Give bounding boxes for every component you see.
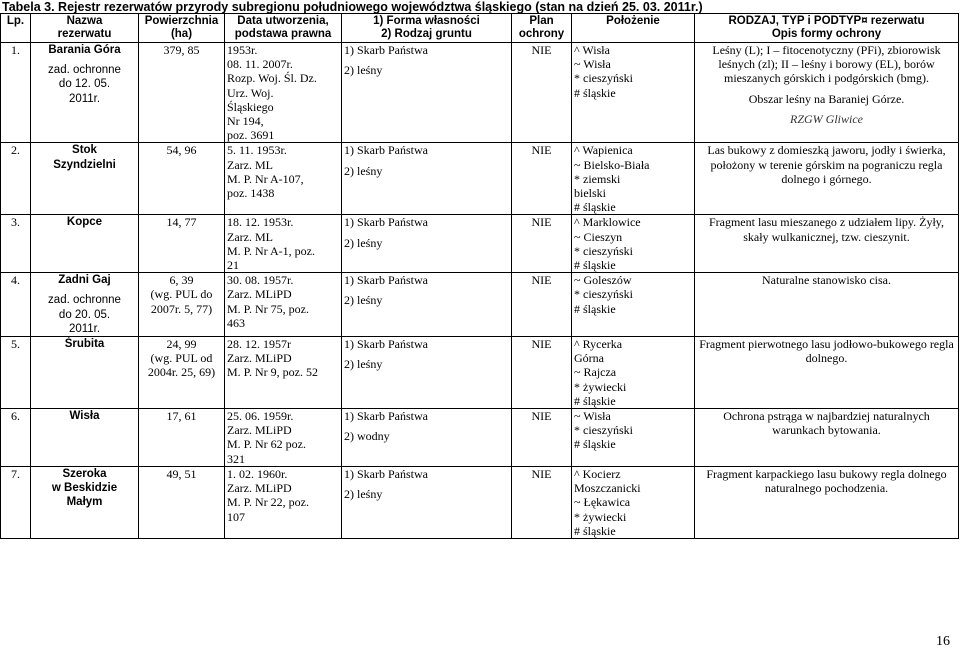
area-value: (wg. PUL od [150,351,213,366]
reserve-name-cell [31,466,139,538]
protection-description: Ochrona pstrąga w najbardziej naturalnych warunkach bytowania. [723,409,930,438]
reserve-name: w Beskidzie [51,482,118,495]
ownership: 1) Skarb Państwa [344,466,428,481]
area-value: 24, 99 [166,337,197,352]
location-cell [572,409,695,467]
header-lp: Lp. [1,14,31,43]
land-type: 2) wodny [344,429,390,444]
ownership-cell [342,273,512,337]
location-cell [572,43,695,143]
legal-basis-line: M. P. Nr 75, poz. [227,301,310,316]
legal-basis-line: poz. 3691 [227,128,275,143]
location-line: bielski [574,186,606,201]
reserve-type: Leśny (L); I – fitocenotyczny (PFi), zbiorowisk leśnych (zl); II – leśny i borowy (EL), borów mieszanych górskich i podgórskich (bmg). [712,43,941,86]
ownership: 1) Skarb Państwa [344,273,428,288]
legal-basis-line: 5. 11. 1953r. [227,143,287,158]
plan-cell: NIE [512,43,572,143]
area-cell [139,43,225,143]
location-line: # śląskie [574,523,616,538]
date-cell [225,43,342,143]
area-value: 2007r. 5, 77) [150,301,213,316]
plan-cell: NIE [512,409,572,467]
area-cell [139,215,225,273]
location-line: ^ Wisła [574,43,610,57]
protection-status: 2011r. [68,92,101,105]
reserve-name: Małym [66,496,103,509]
table-caption: Tabela 3. Rejestr rezerwatów przyrody subregionu południowego województwa śląskiego (stan na dzień 25. 03. 2011r.) [2,0,703,14]
legal-basis-line: Zarz. ML [227,157,273,172]
location-line: # śląskie [574,258,616,273]
reserves-table [0,13,959,539]
location-line: ^ Wapienica [574,143,633,158]
legal-basis-line: 18. 12. 1953r. [227,215,294,230]
land-type: 2) leśny [344,487,383,502]
reserve-name-cell [31,143,139,215]
page-number: 16 [936,634,950,649]
table-row [1,143,959,215]
table-row [1,337,959,409]
legal-basis-line: 1953r. [227,43,258,57]
protection-status: zad. ochronne [48,64,121,77]
legal-basis-line: Rozp. Woj. Śl. Dz. [227,71,317,86]
protection-description: Las bukowy z domieszką jaworu, jodły i świerka, położony w terenie górskim na pograniczu regla dolnego i górnego. [707,143,946,186]
land-type: 2) leśny [344,163,383,178]
reserve-name-cell [31,273,139,337]
description-cell [695,466,959,538]
legal-basis-line: Nr 194, [227,114,264,129]
reserve-name: Barania Góra [48,44,121,56]
land-type: 2) leśny [344,357,383,372]
ownership: 1) Skarb Państwa [344,43,428,57]
legal-basis-line: 1. 02. 1960r. [227,466,288,481]
header-polozenie: Położenie [572,14,695,43]
date-cell [225,409,342,467]
area-value: 17, 61 [166,409,197,424]
plan-cell: NIE [512,466,572,538]
protection-status: zad. ochronne [48,294,121,307]
reserve-name: Wisła [69,410,100,423]
ownership: 1) Skarb Państwa [344,409,428,424]
header-row [1,14,959,43]
area-cell [139,466,225,538]
row-number: 7. [1,466,31,538]
header-plan: Plan ochrony [512,14,572,43]
reserve-name: Zadni Gaj [58,274,111,287]
reserve-name-cell [31,409,139,467]
legal-basis-line: M. P. Nr A-1, poz. [227,243,316,258]
area-value: 6, 39 [169,273,194,288]
description-cell [695,215,959,273]
location-line: # śląskie [574,200,616,215]
row-number: 4. [1,273,31,337]
area-cell [139,409,225,467]
header-data: Data utworzenia, podstawa prawna [225,14,342,43]
legal-basis-line: 321 [227,451,245,466]
location-line: ~ Goleszów [574,273,632,288]
area-value: 54, 96 [166,143,197,158]
protection-description: Naturalne stanowisko cisa. [762,273,891,288]
location-line: ~ Wisła [574,409,611,424]
protection-status: do 12. 05. [58,78,111,91]
row-number: 6. [1,409,31,467]
date-cell [225,143,342,215]
area-value: 14, 77 [166,215,197,230]
legal-basis-line: M. P. Nr 62 poz. [227,437,307,452]
legal-basis-line: 463 [227,315,245,330]
legal-basis-line: Zarz. MLiPD [227,481,292,496]
land-type: 2) leśny [344,235,383,250]
header-rodzaj: RODZAJ, TYP i PODTYP¤ rezerwatu Opis formy ochrony [695,14,959,43]
legal-basis-line: Zarz. MLiPD [227,423,292,438]
reserve-name: Szeroka [62,467,107,480]
ownership-cell [342,337,512,409]
location-line: # śląskie [574,393,616,408]
area-cell [139,273,225,337]
ownership-cell [342,215,512,273]
location-line: * ziemski [574,171,621,186]
row-number: 5. [1,337,31,409]
location-line: ^ Rycerka [574,337,623,352]
row-number: 3. [1,215,31,273]
ownership-cell [342,43,512,143]
land-type: 2) leśny [344,63,383,78]
description-cell [695,337,959,409]
legal-basis-line: Śląskiego [227,99,274,114]
description-cell [695,43,959,143]
location-line: ~ Wisła [574,57,611,72]
protection-status: do 20. 05. [58,308,111,321]
plan-cell: NIE [512,337,572,409]
land-type: 2) leśny [344,293,383,308]
area-value: 49, 51 [166,466,197,481]
plan-cell: NIE [512,273,572,337]
ownership: 1) Skarb Państwa [344,215,428,230]
area-cell [139,143,225,215]
legal-basis-line: Zarz. MLiPD [227,287,292,302]
table-row [1,409,959,467]
location-line: * żywiecki [574,509,627,524]
protection-description: Fragment lasu mieszanego z udziałem lipy. Żyły, skały wulkanicznej, tzw. cieszynit. [708,215,945,244]
header-nazwa: Nazwa rezerwatu [31,14,139,43]
location-cell [572,143,695,215]
reserve-name: Stok [72,144,97,157]
location-line: ~ Bielsko-Biała [574,157,650,172]
reserve-name: Śrubita [64,338,105,351]
reserve-name: Kopce [66,216,103,229]
date-cell [225,466,342,538]
reserve-name-cell [31,215,139,273]
location-line: * cieszyński [574,243,633,258]
table-row [1,273,959,337]
description-cell [695,143,959,215]
legal-basis-line: 21 [227,258,239,273]
location-line: ~ Łękawica [574,495,631,510]
location-line: ~ Rajcza [574,365,617,380]
date-cell [225,337,342,409]
ownership-cell [342,409,512,467]
location-cell [572,215,695,273]
location-line: * cieszyński [574,71,633,86]
note: RZGW Gliwice [790,111,863,126]
date-cell [225,215,342,273]
ownership: 1) Skarb Państwa [344,337,428,352]
location-cell [572,273,695,337]
legal-basis-line: 25. 06. 1959r. [227,409,294,424]
area-value: 2004r. 25, 69) [147,365,216,380]
location-cell [572,337,695,409]
reserve-name-cell [31,337,139,409]
legal-basis-line: M. P. Nr 9, poz. 52 [227,365,319,380]
legal-basis-line: 08. 11. 2007r. [227,57,293,72]
ownership-cell [342,143,512,215]
ownership-cell [342,466,512,538]
description-cell [695,273,959,337]
location-line: ^ Kocierz [574,466,621,481]
legal-basis-line: M. P. Nr A-107, [227,171,304,186]
area-value: (wg. PUL do [150,287,213,302]
location-line: * cieszyński [574,423,633,438]
location-line: ^ Marklowice [574,215,641,230]
area-value: 379, 85 [163,43,200,57]
location-line: # śląskie [574,85,616,100]
reserve-name-cell [31,43,139,143]
legal-basis-line: 28. 12. 1957r [227,337,291,352]
legal-basis-line: Zarz. ML [227,229,273,244]
legal-basis-line: 107 [227,509,245,524]
location-line: Moszczanicki [574,481,641,496]
date-cell [225,273,342,337]
table-row [1,466,959,538]
protection-description: Obszar leśny na Baraniej Górze. [748,91,905,106]
location-cell [572,466,695,538]
legal-basis-line: Urz. Woj. [227,85,274,100]
plan-cell: NIE [512,143,572,215]
area-cell [139,337,225,409]
ownership: 1) Skarb Państwa [344,143,428,158]
legal-basis-line: 30. 08. 1957r. [227,273,294,288]
location-line: ~ Cieszyn [574,229,623,244]
description-cell [695,409,959,467]
header-powierzchnia: Powierzchnia (ha) [139,14,225,43]
legal-basis-line: poz. 1438 [227,186,275,201]
legal-basis-line: Zarz. MLiPD [227,351,292,366]
location-line: * cieszyński [574,287,633,302]
protection-description: Fragment pierwotnego lasu jodłowo-bukowego regla dolnego. [699,337,954,366]
table-row [1,43,959,143]
plan-cell: NIE [512,215,572,273]
protection-status: 2011r. [68,322,101,335]
protection-description: Fragment karpackiego lasu bukowy regla dolnego naturalnego pochodzenia. [706,466,947,496]
legal-basis-line: M. P. Nr 22, poz. [227,495,310,510]
row-number: 1. [1,43,31,143]
location-line: * żywiecki [574,379,627,394]
row-number: 2. [1,143,31,215]
header-forma: 1) Forma własności 2) Rodzaj gruntu [342,14,512,43]
reserve-name: Szyndzielni [53,158,116,171]
location-line: Górna [574,351,604,366]
table-row [1,215,959,273]
location-line: # śląskie [574,437,616,452]
location-line: # śląskie [574,301,616,316]
